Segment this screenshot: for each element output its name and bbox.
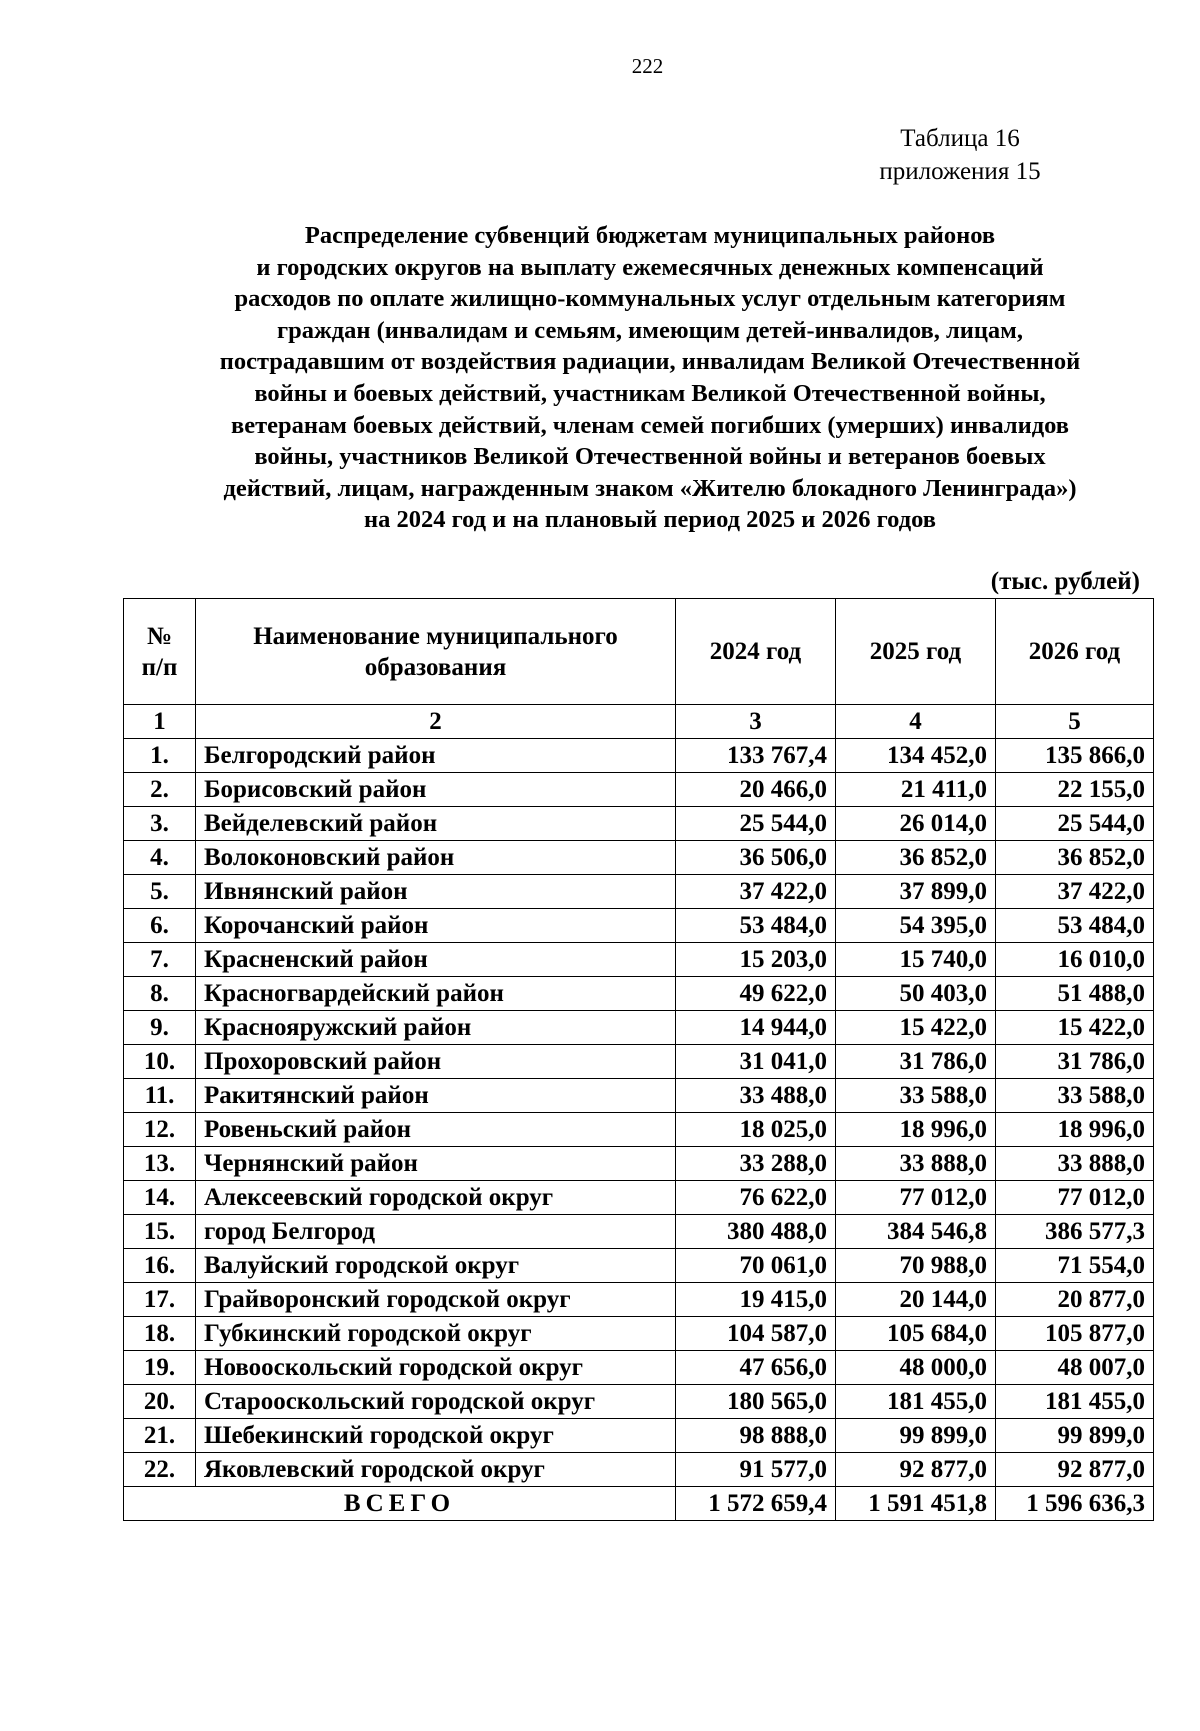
- value-2025: 105 684,0: [836, 1317, 996, 1351]
- title-line: войны и боевых действий, участникам Великой Отечественной войны,: [254, 379, 1046, 407]
- value-2026: 48 007,0: [996, 1351, 1154, 1385]
- municipality-name: Грайворонский городской округ: [196, 1283, 676, 1317]
- table-row: [124, 977, 1154, 1011]
- value-2026: 181 455,0: [996, 1385, 1154, 1419]
- municipality-name: Прохоровский район: [196, 1045, 676, 1079]
- row-number: 17.: [124, 1283, 196, 1317]
- value-2025: 70 988,0: [836, 1249, 996, 1283]
- municipality-name: Ивнянский район: [196, 875, 676, 909]
- table-row: [124, 1453, 1154, 1487]
- column-number: 3: [676, 705, 836, 739]
- page-number: 222: [631, 54, 664, 78]
- table-row: [124, 1419, 1154, 1453]
- total-2026: 1 596 636,3: [996, 1487, 1154, 1521]
- value-2026: 16 010,0: [996, 943, 1154, 977]
- municipality-name: город Белгород: [196, 1215, 676, 1249]
- value-2024: 18 025,0: [676, 1113, 836, 1147]
- value-2026: 53 484,0: [996, 909, 1154, 943]
- value-2026: 51 488,0: [996, 977, 1154, 1011]
- value-2025: 92 877,0: [836, 1453, 996, 1487]
- table-row: [124, 1215, 1154, 1249]
- value-2025: 33 888,0: [836, 1147, 996, 1181]
- value-2024: 47 656,0: [676, 1351, 836, 1385]
- value-2025: 77 012,0: [836, 1181, 996, 1215]
- row-number: 14.: [124, 1181, 196, 1215]
- document-title: [150, 220, 1150, 536]
- column-number: 5: [996, 705, 1154, 739]
- row-number: 16.: [124, 1249, 196, 1283]
- value-2026: 15 422,0: [996, 1011, 1154, 1045]
- municipality-name: Борисовский район: [196, 773, 676, 807]
- table-row: [124, 807, 1154, 841]
- value-2026: 20 877,0: [996, 1283, 1154, 1317]
- value-2026: 31 786,0: [996, 1045, 1154, 1079]
- value-2026: 33 588,0: [996, 1079, 1154, 1113]
- title-line: войны, участников Великой Отечественной войны и ветеранов боевых: [254, 443, 1046, 471]
- row-number: 21.: [124, 1419, 196, 1453]
- row-number: 19.: [124, 1351, 196, 1385]
- total-2024: 1 572 659,4: [676, 1487, 836, 1521]
- table-row: [124, 1317, 1154, 1351]
- value-2025: 134 452,0: [836, 739, 996, 773]
- value-2024: 53 484,0: [676, 909, 836, 943]
- value-2024: 380 488,0: [676, 1215, 836, 1249]
- value-2024: 15 203,0: [676, 943, 836, 977]
- total-label: ВСЕГО: [124, 1487, 676, 1521]
- row-number: 15.: [124, 1215, 196, 1249]
- value-2024: 33 488,0: [676, 1079, 836, 1113]
- units-label: (тыс. рублей): [990, 568, 1140, 595]
- column-number: 1: [124, 705, 196, 739]
- value-2025: 26 014,0: [836, 807, 996, 841]
- value-2025: 15 740,0: [836, 943, 996, 977]
- value-2026: 105 877,0: [996, 1317, 1154, 1351]
- table-reference-line: приложения 15: [879, 158, 1041, 185]
- municipality-name: Губкинский городской округ: [196, 1317, 676, 1351]
- table-row: [124, 1045, 1154, 1079]
- municipality-name: Алексеевский городской округ: [196, 1181, 676, 1215]
- header-number-line: №: [146, 622, 173, 650]
- value-2025: 181 455,0: [836, 1385, 996, 1419]
- table-row: [124, 1351, 1154, 1385]
- row-number: 20.: [124, 1385, 196, 1419]
- row-number: 3.: [124, 807, 196, 841]
- table-row: [124, 909, 1154, 943]
- table-header-row: [124, 599, 1154, 705]
- row-number: 18.: [124, 1317, 196, 1351]
- value-2025: 31 786,0: [836, 1045, 996, 1079]
- value-2025: 36 852,0: [836, 841, 996, 875]
- total-row: [124, 1487, 1154, 1521]
- value-2024: 19 415,0: [676, 1283, 836, 1317]
- value-2026: 25 544,0: [996, 807, 1154, 841]
- table-row: [124, 943, 1154, 977]
- municipality-name: Корочанский район: [196, 909, 676, 943]
- row-number: 13.: [124, 1147, 196, 1181]
- municipality-name: Чернянский район: [196, 1147, 676, 1181]
- column-number: 4: [836, 705, 996, 739]
- value-2024: 49 622,0: [676, 977, 836, 1011]
- value-2025: 48 000,0: [836, 1351, 996, 1385]
- municipality-name: Яковлевский городской округ: [196, 1453, 676, 1487]
- row-number: 1.: [124, 739, 196, 773]
- value-2025: 50 403,0: [836, 977, 996, 1011]
- table-row: [124, 1249, 1154, 1283]
- column-number: 2: [196, 705, 676, 739]
- municipality-name: Белгородский район: [196, 739, 676, 773]
- row-number: 4.: [124, 841, 196, 875]
- value-2024: 14 944,0: [676, 1011, 836, 1045]
- municipality-name: Старооскольский городской округ: [196, 1385, 676, 1419]
- table-row: [124, 773, 1154, 807]
- title-line: действий, лицам, награжденным знаком «Жителю блокадного Ленинграда»): [223, 474, 1077, 502]
- table-row: [124, 841, 1154, 875]
- value-2026: 18 996,0: [996, 1113, 1154, 1147]
- title-line: ветеранам боевых действий, членам семей погибших (умерших) инвалидов: [230, 411, 1070, 439]
- municipality-name: Вейделевский район: [196, 807, 676, 841]
- municipality-name: Красненский район: [196, 943, 676, 977]
- value-2024: 70 061,0: [676, 1249, 836, 1283]
- row-number: 7.: [124, 943, 196, 977]
- value-2026: 22 155,0: [996, 773, 1154, 807]
- title-line: и городских округов на выплату ежемесячных денежных компенсаций: [256, 253, 1044, 281]
- value-2026: 386 577,3: [996, 1215, 1154, 1249]
- value-2026: 135 866,0: [996, 739, 1154, 773]
- header-2024: 2024 год: [676, 599, 836, 705]
- value-2026: 71 554,0: [996, 1249, 1154, 1283]
- table-row: [124, 1011, 1154, 1045]
- value-2026: 33 888,0: [996, 1147, 1154, 1181]
- value-2026: 77 012,0: [996, 1181, 1154, 1215]
- value-2026: 99 899,0: [996, 1419, 1154, 1453]
- municipality-name: Волоконовский район: [196, 841, 676, 875]
- table-row: [124, 1113, 1154, 1147]
- header-name-line: Наименование муниципального: [253, 622, 618, 650]
- value-2025: 33 588,0: [836, 1079, 996, 1113]
- value-2024: 104 587,0: [676, 1317, 836, 1351]
- value-2026: 36 852,0: [996, 841, 1154, 875]
- total-2025: 1 591 451,8: [836, 1487, 996, 1521]
- title-line: расходов по оплате жилищно-коммунальных услуг отдельным категориям: [234, 285, 1066, 313]
- value-2024: 91 577,0: [676, 1453, 836, 1487]
- table-row: [124, 875, 1154, 909]
- value-2024: 20 466,0: [676, 773, 836, 807]
- value-2024: 76 622,0: [676, 1181, 836, 1215]
- row-number: 22.: [124, 1453, 196, 1487]
- value-2025: 37 899,0: [836, 875, 996, 909]
- column-number-row: [124, 705, 1154, 739]
- value-2024: 25 544,0: [676, 807, 836, 841]
- value-2024: 36 506,0: [676, 841, 836, 875]
- municipality-name: Шебекинский городской округ: [196, 1419, 676, 1453]
- municipality-name: Ракитянский район: [196, 1079, 676, 1113]
- table-row: [124, 1079, 1154, 1113]
- value-2026: 37 422,0: [996, 875, 1154, 909]
- value-2024: 180 565,0: [676, 1385, 836, 1419]
- row-number: 10.: [124, 1045, 196, 1079]
- title-line: Распределение субвенций бюджетам муниципальных районов: [304, 222, 996, 249]
- row-number: 12.: [124, 1113, 196, 1147]
- table-reference-line: Таблица 16: [900, 125, 1020, 152]
- value-2025: 99 899,0: [836, 1419, 996, 1453]
- header-2026: 2026 год: [996, 599, 1154, 705]
- row-number: 6.: [124, 909, 196, 943]
- value-2024: 37 422,0: [676, 875, 836, 909]
- row-number: 9.: [124, 1011, 196, 1045]
- municipality-name: Новооскольский городской округ: [196, 1351, 676, 1385]
- value-2025: 21 411,0: [836, 773, 996, 807]
- subvention-table: [123, 598, 1154, 1521]
- title-line: граждан (инвалидам и семьям, имеющим детей-инвалидов, лицам,: [277, 316, 1023, 344]
- table-row: [124, 1147, 1154, 1181]
- municipality-name: Краснояружский район: [196, 1011, 676, 1045]
- value-2024: 31 041,0: [676, 1045, 836, 1079]
- table-row: [124, 739, 1154, 773]
- header-name-line: образования: [364, 653, 507, 681]
- row-number: 2.: [124, 773, 196, 807]
- value-2024: 33 288,0: [676, 1147, 836, 1181]
- value-2025: 20 144,0: [836, 1283, 996, 1317]
- value-2024: 98 888,0: [676, 1419, 836, 1453]
- header-number: [124, 599, 196, 705]
- title-line: пострадавшим от воздействия радиации, инвалидам Великой Отечественной: [219, 348, 1081, 376]
- municipality-name: Красногвардейский район: [196, 977, 676, 1011]
- value-2025: 18 996,0: [836, 1113, 996, 1147]
- table-row: [124, 1283, 1154, 1317]
- row-number: 8.: [124, 977, 196, 1011]
- municipality-name: Валуйский городской округ: [196, 1249, 676, 1283]
- header-2025: 2025 год: [836, 599, 996, 705]
- municipality-name: Ровеньский район: [196, 1113, 676, 1147]
- row-number: 11.: [124, 1079, 196, 1113]
- value-2025: 15 422,0: [836, 1011, 996, 1045]
- header-name: [196, 599, 676, 705]
- header-number-line: п/п: [141, 653, 178, 681]
- table-row: [124, 1385, 1154, 1419]
- title-line: на 2024 год и на плановый период 2025 и 2026 годов: [363, 506, 936, 534]
- value-2025: 54 395,0: [836, 909, 996, 943]
- value-2025: 384 546,8: [836, 1215, 996, 1249]
- table-row: [124, 1181, 1154, 1215]
- row-number: 5.: [124, 875, 196, 909]
- table-reference: [840, 122, 1080, 188]
- value-2024: 133 767,4: [676, 739, 836, 773]
- value-2026: 92 877,0: [996, 1453, 1154, 1487]
